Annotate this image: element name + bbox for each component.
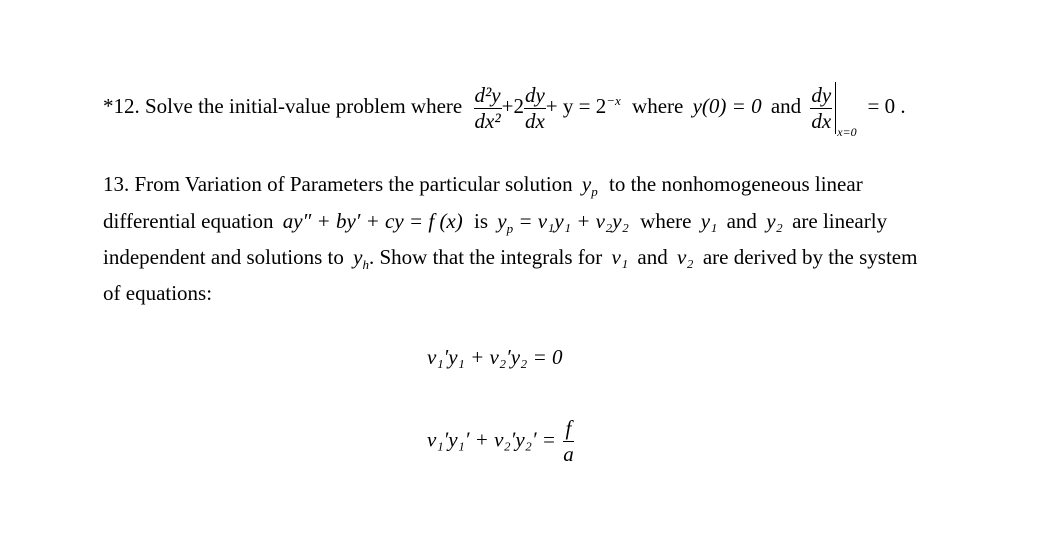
problem-13-line1-end: to the nonhomogeneous linear [609, 172, 863, 196]
problem-12 [103, 82, 906, 139]
where-text: where [632, 93, 684, 118]
problem-13-intro: 13. From Variation of Parameters the particular solution [103, 172, 573, 196]
ic2-denominator: dx [811, 108, 832, 133]
second-derivative-numerator: d²y [474, 82, 501, 107]
line2-start: differential equation [103, 209, 274, 233]
ic2-value: = 0 . [867, 93, 906, 118]
problem-12-prefix: *12. Solve the initial-value problem where [103, 93, 463, 118]
system-eq2-lhs: v₁′y₁′ + v₂′y₂′ = [427, 427, 556, 452]
evaluation-point: x=0 [837, 125, 857, 139]
evaluation-bar [833, 82, 857, 139]
y1-symbol: y₁ [700, 209, 718, 233]
v2-symbol: v₂ [676, 245, 694, 269]
second-derivative-fraction [474, 82, 502, 133]
a-denominator: a [563, 442, 574, 466]
f-numerator: f [563, 418, 574, 442]
f-over-a-fraction [563, 418, 574, 465]
yp-formula: $y_p = v_1y_1 + v_2y_2$ [497, 209, 629, 237]
system-equation-1: v₁′y₁ + v₂′y₂ = 0 [427, 345, 563, 369]
ode-equation: ay″ + by′ + cy = f (x) [282, 209, 463, 233]
problem-13-line-4: of equations: [103, 281, 213, 305]
line3-end: are derived by the system [702, 245, 918, 269]
second-derivative-denominator: dx² [474, 108, 501, 133]
and-text-3: and [637, 245, 668, 269]
and-text: and [770, 93, 802, 118]
equation-rhs: + y = 2 [545, 93, 607, 118]
line3-mid: . Show that the integrals for [368, 245, 603, 269]
initial-condition-1: y(0) = 0 [692, 93, 762, 118]
ic2-numerator: dy [811, 82, 832, 107]
first-derivative-denominator: dx [524, 108, 545, 133]
rhs-exponent: −x [606, 92, 621, 108]
y2-symbol: y₂ [766, 209, 783, 233]
problem-13-line-3 [103, 245, 917, 273]
problem-13-line-1 [103, 172, 863, 200]
line2-end: are linearly [792, 209, 888, 233]
yp-symbol: $y_p$ [581, 172, 598, 200]
yh-symbol: $y_h$ [353, 245, 369, 273]
system-equation-2 [427, 418, 574, 465]
first-derivative-fraction [524, 82, 546, 133]
plus-two: +2 [501, 93, 524, 118]
first-derivative-numerator: dy [524, 82, 545, 107]
v1-symbol: v₁ [611, 245, 629, 269]
is-text: is [474, 209, 489, 233]
where-text-2: where [640, 209, 692, 233]
initial-condition-2-fraction [810, 82, 832, 133]
and-text-2: and [726, 209, 757, 233]
problem-13-line-2 [103, 209, 887, 237]
line3-start: independent and solutions to [103, 245, 344, 269]
